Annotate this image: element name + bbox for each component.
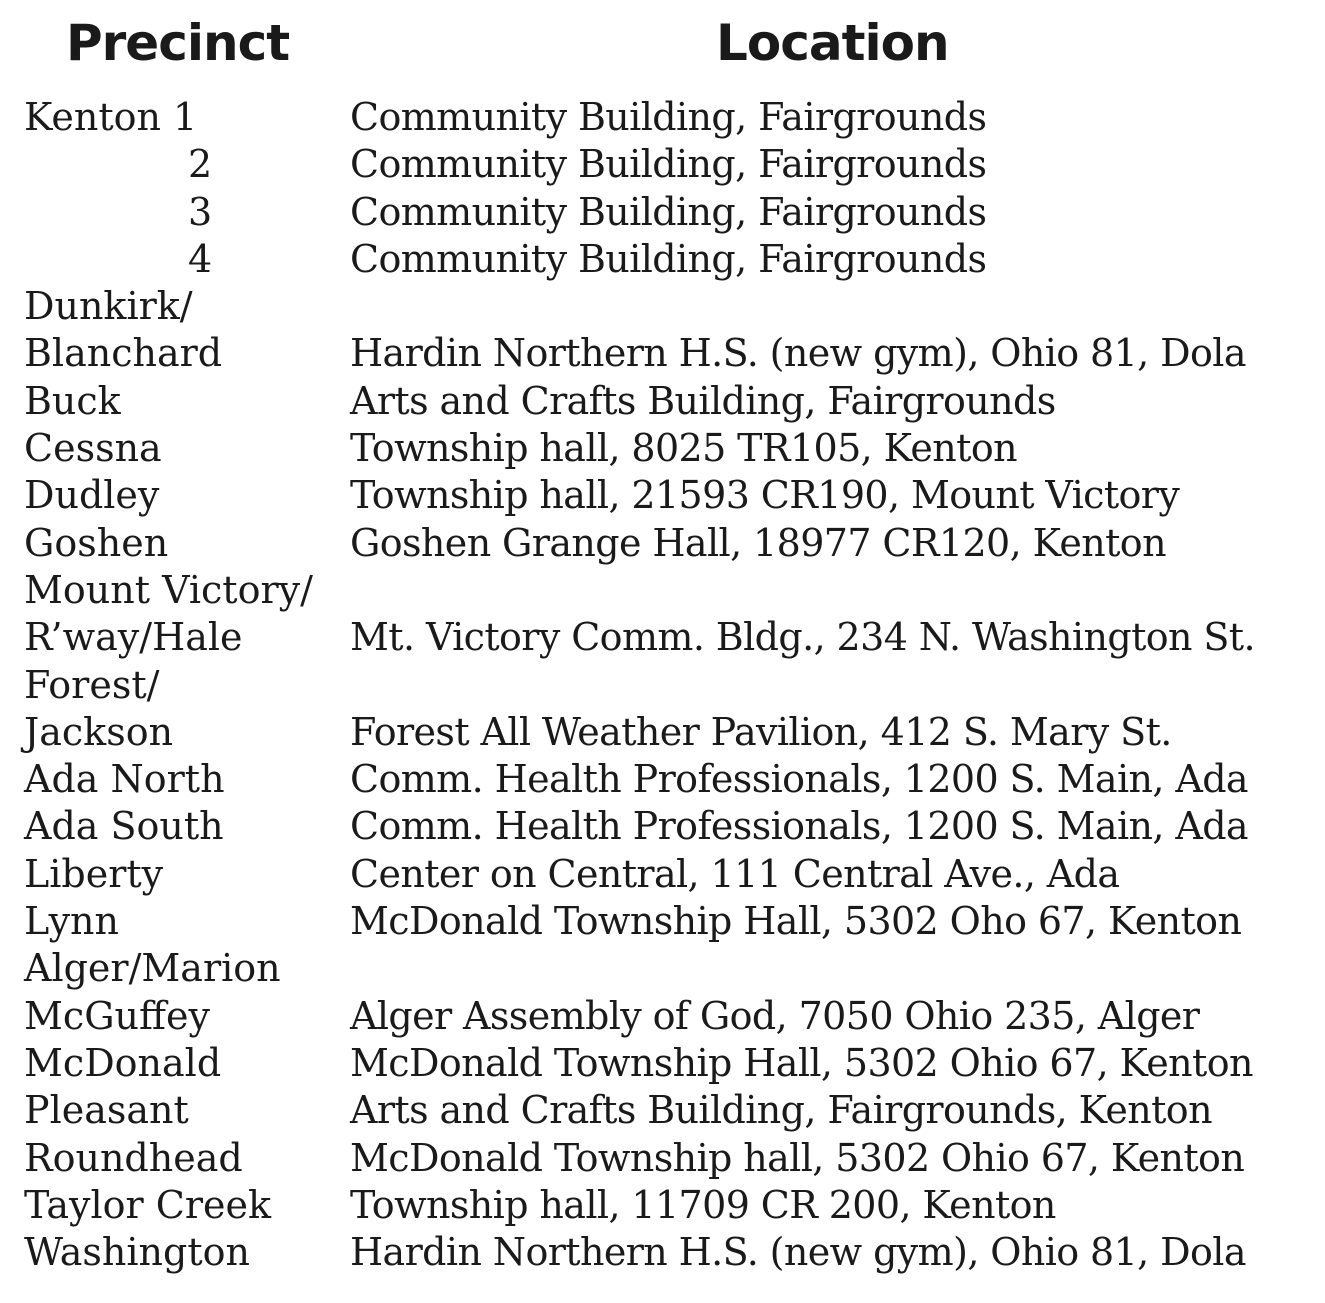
precinct-cell: Washington (24, 1230, 250, 1275)
location-cell: Comm. Health Professionals, 1200 S. Main, Ada (350, 804, 1248, 849)
table-row (0, 1182, 1325, 1229)
location-cell: Township hall, 8025 TR105, Kenton (350, 426, 1017, 471)
table-row (0, 520, 1325, 567)
table-row (0, 1040, 1325, 1087)
location-cell: McDonald Township hall, 5302 Ohio 67, Kenton (350, 1135, 1245, 1180)
location-cell: Comm. Health Professionals, 1200 S. Main, Ada (350, 757, 1248, 802)
location-cell: Hardin Northern H.S. (new gym), Ohio 81, Dola (350, 331, 1246, 376)
table-row (0, 614, 1325, 661)
table-row (0, 189, 1325, 236)
precinct-cell: 2 (188, 142, 213, 187)
precinct-location-table (0, 94, 1325, 1276)
precinct-cell: Pleasant (24, 1088, 189, 1133)
precinct-cell: 3 (188, 189, 213, 234)
precinct-cell: Buck (24, 378, 121, 423)
location-cell: Arts and Crafts Building, Fairgrounds (350, 378, 1056, 423)
precinct-cell: Roundhead (24, 1135, 243, 1180)
precinct-cell: Dunkirk/ (24, 284, 193, 329)
precinct-cell: Forest/ (24, 662, 160, 707)
location-cell: McDonald Township Hall, 5302 Oho 67, Kenton (350, 899, 1242, 944)
table-row (0, 283, 1325, 330)
precinct-cell: Mount Victory/ (24, 567, 313, 612)
precinct-cell: Goshen (24, 520, 169, 565)
location-cell: Forest All Weather Pavilion, 412 S. Mary St. (350, 709, 1172, 754)
precinct-column-header: Precinct (66, 14, 290, 72)
precinct-cell: Alger/Marion (24, 946, 281, 991)
precinct-cell: Dudley (24, 473, 160, 518)
table-row (0, 803, 1325, 850)
precinct-cell: McDonald (24, 1040, 222, 1085)
precinct-cell: 4 (188, 236, 213, 281)
table-row (0, 567, 1325, 614)
location-cell: Township hall, 11709 CR 200, Kenton (350, 1182, 1056, 1227)
table-row (0, 945, 1325, 992)
location-cell: Hardin Northern H.S. (new gym), Ohio 81, Dola (350, 1230, 1246, 1275)
precinct-cell: McGuffey (24, 993, 210, 1038)
table-row (0, 94, 1325, 141)
table-row (0, 993, 1325, 1040)
location-cell: Township hall, 21593 CR190, Mount Victory (350, 473, 1180, 518)
precinct-cell: Ada South (24, 804, 224, 849)
location-column-header: Location (716, 14, 949, 72)
table-row (0, 1135, 1325, 1182)
precinct-cell: R’way/Hale (24, 615, 243, 660)
precinct-cell: Liberty (24, 851, 164, 896)
table-row (0, 378, 1325, 425)
precinct-cell: Blanchard (24, 331, 223, 376)
location-cell: Mt. Victory Comm. Bldg., 234 N. Washington St. (350, 615, 1255, 660)
location-cell: Goshen Grange Hall, 18977 CR120, Kenton (350, 520, 1166, 565)
table-header (0, 8, 1325, 78)
table-row (0, 898, 1325, 945)
table-row (0, 1087, 1325, 1134)
precinct-cell: Lynn (24, 899, 119, 944)
table-row (0, 662, 1325, 709)
location-cell: Alger Assembly of God, 7050 Ohio 235, Alger (350, 993, 1200, 1038)
precinct-cell: Taylor Creek (24, 1182, 272, 1227)
table-row (0, 330, 1325, 377)
location-cell: Community Building, Fairgrounds (350, 142, 987, 187)
table-row (0, 756, 1325, 803)
precinct-cell: Ada North (24, 757, 225, 802)
location-cell: Community Building, Fairgrounds (350, 236, 987, 281)
precinct-cell: Cessna (24, 426, 162, 471)
table-row (0, 236, 1325, 283)
location-cell: Arts and Crafts Building, Fairgrounds, Kenton (350, 1088, 1212, 1133)
table-row (0, 472, 1325, 519)
table-row (0, 1229, 1325, 1276)
precinct-cell: Jackson (24, 709, 174, 754)
location-cell: McDonald Township Hall, 5302 Ohio 67, Kenton (350, 1040, 1253, 1085)
location-cell: Community Building, Fairgrounds (350, 189, 987, 234)
location-cell: Community Building, Fairgrounds (350, 95, 987, 139)
table-row (0, 425, 1325, 472)
table-row (0, 709, 1325, 756)
table-row (0, 141, 1325, 188)
table-row (0, 851, 1325, 898)
precinct-cell: Kenton 1 (24, 95, 198, 139)
location-cell: Center on Central, 111 Central Ave., Ada (350, 851, 1120, 896)
